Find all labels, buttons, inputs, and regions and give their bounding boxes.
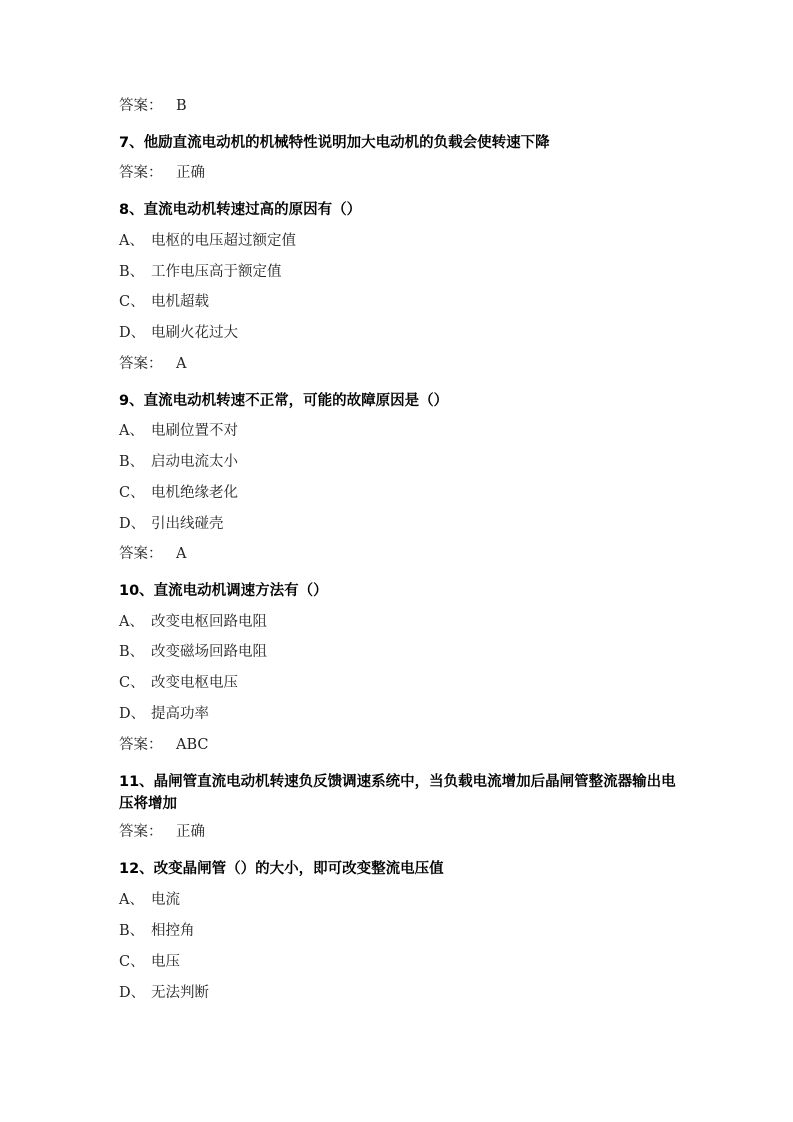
option-key: A、 [119,233,144,249]
answer-label: 答案： [119,824,163,840]
option-line [119,704,209,724]
answer-line [119,735,209,755]
option-line [119,262,282,282]
option-key: A、 [119,614,144,630]
question-title: 10、直流电动机调速方法有（） [119,583,328,599]
option-key: C、 [119,675,145,691]
answer-value: ABC [176,737,209,753]
question-title: 12、改变晶闸管（）的大小，即可改变整流电压值 [119,861,444,877]
option-text: 启动电流太小 [151,454,238,470]
answer-label: 答案： [119,165,163,181]
option-text: 改变磁场回路电阻 [151,644,267,660]
option-text: 电刷位置不对 [151,423,238,439]
option-line [119,292,209,312]
option-line [119,231,296,251]
answer-line [119,544,186,564]
option-text: 工作电压高于额定值 [151,264,282,280]
option-text: 改变电枢电压 [151,675,238,691]
option-text: 相控角 [151,923,195,939]
option-line [119,452,238,472]
option-key: D、 [119,516,146,532]
answer-value: B [176,98,187,114]
question-title: 9、直流电动机转速不正常，可能的故障原因是（） [119,393,449,409]
option-key: D、 [119,325,146,341]
answer-value: 正确 [176,824,205,840]
option-text: 提高功率 [151,706,209,722]
option-line [119,673,238,693]
option-line [119,323,238,343]
option-text: 改变电枢回路电阻 [151,614,267,630]
option-key: C、 [119,485,145,501]
option-text: 电流 [151,892,180,908]
option-line [119,921,195,941]
option-key: B、 [119,264,145,280]
answer-label: 答案： [119,546,163,562]
answer-label: 答案： [119,98,163,114]
option-key: A、 [119,423,144,439]
option-key: B、 [119,923,145,939]
option-line [119,514,224,534]
question-title: 7、他励直流电动机的机械特性说明加大电动机的负载会使转速下降 [119,135,550,151]
option-key: B、 [119,454,145,470]
option-line [119,421,238,441]
option-text: 电机超载 [151,294,209,310]
option-text: 引出线碰壳 [151,516,224,532]
question-title: 11、晶闸管直流电动机转速负反馈调速系统中，当负载电流增加后晶闸管整流器输出电压将增加 [119,774,676,812]
option-text: 电机绝缘老化 [151,485,238,501]
question-title: 8、直流电动机转速过高的原因有（） [119,202,362,218]
answer-value: A [176,356,187,372]
option-key: A、 [119,892,144,908]
answer-line [119,354,186,374]
option-line [119,952,180,972]
option-key: C、 [119,954,145,970]
option-line [119,642,267,662]
answer-value: A [176,546,187,562]
answer-label: 答案： [119,356,163,372]
option-key: C、 [119,294,145,310]
option-text: 电刷火花过大 [151,325,238,341]
option-text: 无法判断 [151,985,209,1001]
answer-line [119,96,187,116]
option-line [119,483,238,503]
answer-value: 正确 [176,165,205,181]
option-key: B、 [119,644,145,660]
answer-line [119,822,205,842]
answer-line [119,163,205,183]
answer-label: 答案： [119,737,163,753]
option-key: D、 [119,985,146,1001]
option-key: D、 [119,706,146,722]
option-line [119,612,267,632]
option-text: 电压 [151,954,180,970]
option-line [119,983,209,1003]
option-text: 电枢的电压超过额定值 [151,233,296,249]
option-line [119,890,180,910]
